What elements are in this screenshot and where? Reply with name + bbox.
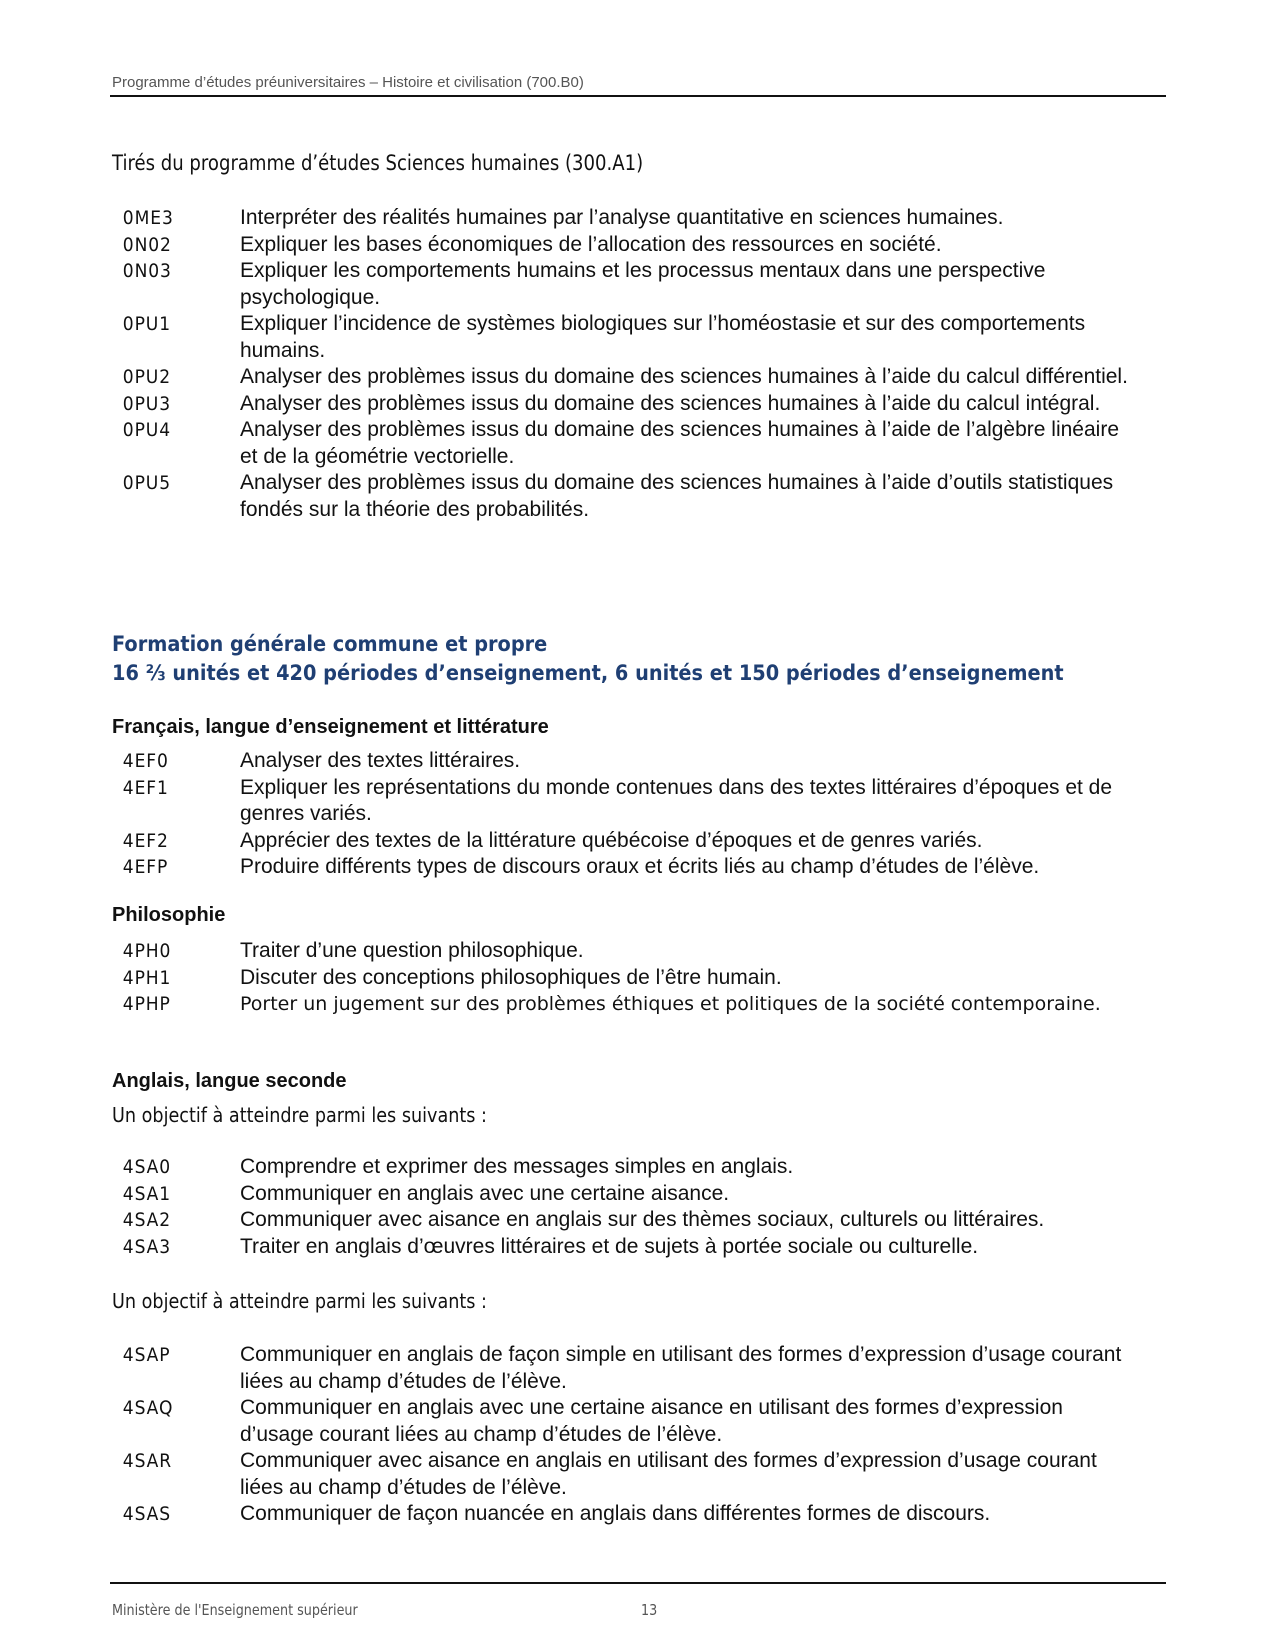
objective-text: Porter un jugement sur des problèmes éthiques et politiques de la société contemporaine. [240,993,1101,1015]
general-training-heading: Formation générale commune et propre [112,632,548,656]
list-item [112,965,1172,992]
objective-text: Communiquer en anglais avec une certaine aisance. [240,1181,730,1205]
footer-rule [110,1582,1166,1584]
objective-code: 4SA0 [122,1156,172,1178]
list-item [112,1154,1172,1181]
objective-code: 4SA1 [122,1182,172,1205]
objective-text: Traiter d’une question philosophique. [240,939,584,962]
objective-text: Communiquer en anglais avec une certaine aisance en utilisant des formes d’expression d’usage courant liées au champ d’études de l’élève. [240,1396,1063,1446]
objective-code: 4SAQ [122,1397,174,1419]
objective-code: 0ME3 [122,207,174,229]
list-item [112,232,1172,259]
list-item [112,854,1172,881]
anglais-objectives-list-1 [112,1154,1172,1260]
objective-code: 4EFP [122,856,169,878]
list-item [112,391,1172,418]
objective-text: Expliquer les bases économiques de l’allocation des ressources en société. [240,232,942,256]
page-number: 13 [641,1601,658,1619]
list-item [112,828,1172,855]
list-item [112,364,1172,391]
objective-text: Comprendre et exprimer des messages simples en anglais. [240,1155,794,1178]
list-item [112,1181,1172,1208]
objective-text: Interpréter des réalités humaines par l’analyse quantitative en sciences humaines. [240,206,1004,229]
francais-heading: Français, langue d’enseignement et littérature [112,716,549,738]
objective-code: 0PU1 [122,313,171,335]
list-item [112,311,1172,364]
list-item [112,1501,1172,1528]
anglais-note-2: Un objectif à atteindre parmi les suivants : [112,1289,487,1313]
francais-objectives-list [112,748,1172,881]
list-item [112,205,1172,232]
objective-text: Analyser des problèmes issus du domaine des sciences humaines à l’aide d’outils statistiques fondés sur la théorie des probabilités. [240,471,1114,521]
objective-text: Analyser des problèmes issus du domaine des sciences humaines à l’aide du calcul intégral. [240,391,1101,415]
anglais-note-1: Un objectif à atteindre parmi les suivants : [112,1103,487,1127]
objective-text: Analyser des problèmes issus du domaine des sciences humaines à l’aide du calcul différentiel. [240,365,1128,388]
objective-code: 4SAR [122,1450,173,1472]
list-item [112,775,1172,828]
general-training-subheading: 16 ⅔ unités et 420 périodes d’enseignement, 6 unités et 150 périodes d’enseignement [112,661,1064,685]
anglais-objectives-list-2 [112,1342,1172,1528]
objective-text: Expliquer l’incidence de systèmes biologiques sur l’homéostasie et sur des comportements humains. [240,312,1086,362]
objective-text: Apprécier des textes de la littérature québécoise d’époques et de genres variés. [240,828,983,852]
list-item [112,1234,1172,1261]
list-item [112,1207,1172,1234]
objective-text: Communiquer en anglais de façon simple en utilisant des formes d’expression d’usage courant liées au champ d’études de l’élève. [240,1343,1122,1393]
list-item [112,1448,1172,1501]
philosophie-objectives-list [112,938,1172,1018]
objective-code: 4EF1 [122,776,169,799]
source-objectives-list [112,205,1172,523]
list-item [112,938,1172,965]
objective-text: Analyser des problèmes issus du domaine des sciences humaines à l’aide de l’algèbre linéaire et de la géométrie vectorielle. [240,418,1119,468]
list-item [112,1395,1172,1448]
list-item [112,258,1172,311]
objective-code: 0PU4 [122,419,171,441]
list-item [112,748,1172,775]
objective-text: Produire différents types de discours oraux et écrits liés au champ d’études de l’élève. [240,855,1040,878]
objective-text: Traiter en anglais d’œuvres littéraires et de sujets à portée sociale ou culturelle. [240,1234,979,1258]
objective-code: 0PU5 [122,472,171,494]
list-item [112,1342,1172,1395]
objective-text: Analyser des textes littéraires. [240,749,521,772]
objective-text: Expliquer les comportements humains et les processus mentaux dans une perspective psychologique. [240,259,1046,309]
footer-publisher: Ministère de l'Enseignement supérieur [112,1601,358,1619]
objective-code: 4PH1 [122,966,172,989]
objective-text: Expliquer les représentations du monde contenues dans des textes littéraires d’époques et de genres variés. [240,775,1113,825]
objective-text: Discuter des conceptions philosophiques de l’être humain. [240,965,782,989]
objective-code: 0PU2 [122,366,171,388]
objective-code: 0N02 [122,233,172,256]
source-section-title: Tirés du programme d’études Sciences humaines (300.A1) [112,151,644,175]
objective-code: 0N03 [122,260,172,282]
objective-code: 4EF2 [122,829,169,852]
running-header: Programme d’études préuniversitaires – Histoire et civilisation (700.B0) [112,74,584,91]
objective-code: 0PU3 [122,392,171,415]
list-item [112,470,1172,523]
objective-text: Communiquer avec aisance en anglais en utilisant des formes d’expression d’usage courant liées au champ d’études de l’élève. [240,1449,1097,1499]
objective-code: 4SAS [122,1503,172,1525]
objective-code: 4PH0 [122,940,172,962]
objective-code: 4PHP [122,993,171,1015]
objective-code: 4EF0 [122,750,169,772]
list-item [112,991,1172,1018]
header-rule [110,95,1166,97]
philosophie-heading: Philosophie [112,904,226,926]
objective-text: Communiquer de façon nuancée en anglais dans différentes formes de discours. [240,1502,991,1525]
objective-code: 4SA3 [122,1235,172,1258]
objective-code: 4SAP [122,1344,171,1366]
objective-text: Communiquer avec aisance en anglais sur des thèmes sociaux, culturels ou littéraires. [240,1208,1045,1231]
objective-code: 4SA2 [122,1209,172,1231]
list-item [112,417,1172,470]
anglais-heading: Anglais, langue seconde [112,1070,347,1092]
